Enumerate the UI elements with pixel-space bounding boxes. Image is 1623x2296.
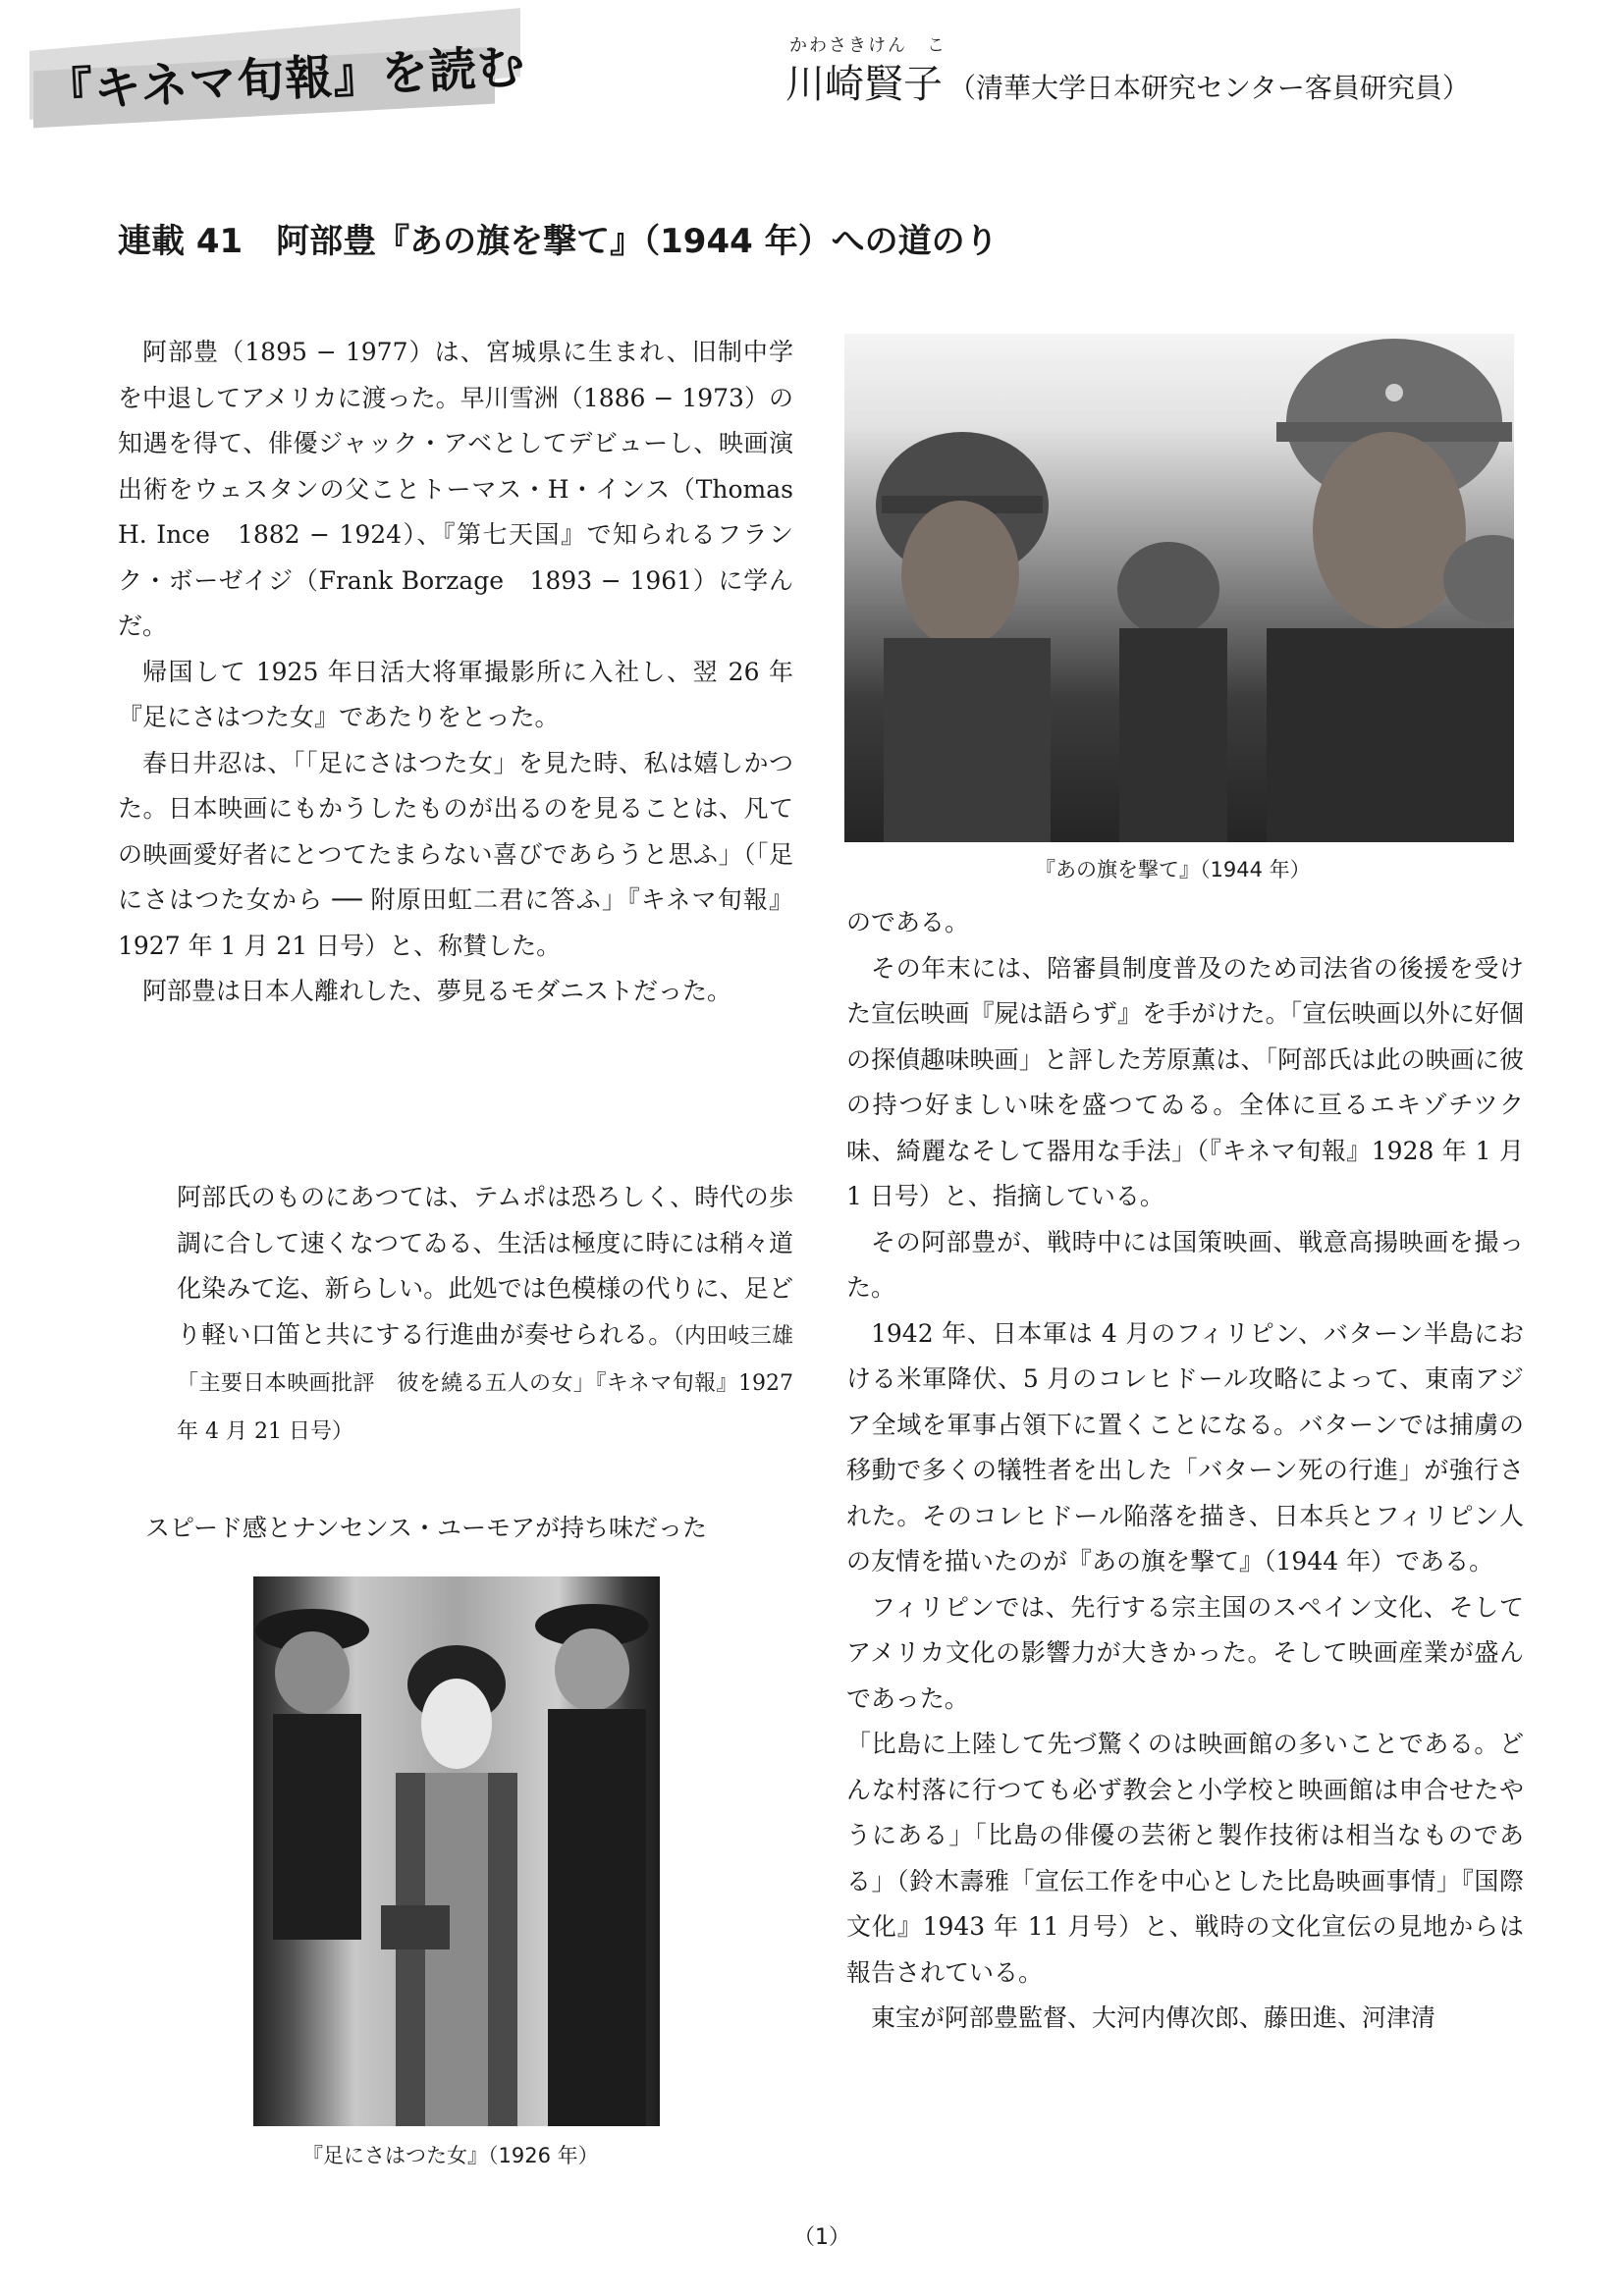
right-paragraph-3: その阿部豊が、戦時中には国策映画、戦意高揚映画を撮った。 [846, 1227, 1524, 1302]
author-block [785, 35, 1470, 109]
page-number: （1） [793, 2225, 850, 2250]
right-paragraph-5: フィリピンでは、先行する宗主国のスペイン文化、そしてアメリカ文化の影響力が大きかった。そして映画産業が盛んであった。 [846, 1592, 1524, 1713]
left-paragraph-3: 春日井忍は、「「足にさはつた女」を見た時、私は嬉しかつた。日本映画にもかうしたものが出るのを見ることは、凡ての映画愛好者にとつてたまらない喜びであらうと思ふ」（「足にさはつた女から ── 附原田虹二君に答ふ」『キネマ旬報』1927 年 1 月 21 日号）と、称賛した。 [118, 748, 793, 960]
left-paragraph-continued: スピード感とナンセンス・ユーモアが持ち味だった [145, 1514, 708, 1542]
right-paragraph-6: 「比島に上陸して先づ驚くのは映画館の多いことである。どんな村落に行つても必ず教会と小学校と映画館は申合せたやうにある」「比島の俳優の芸術と製作技術は相当なものである」（鈴木壽雅「宣伝工作を中心とした比島映画事情」『国際文化』1943 年 11 月号）と、戦時の文化宣伝の見地からは報告されている。 [846, 1730, 1524, 1987]
photo1-caption: 『あの旗を撃て』（1944 年） [1035, 858, 1311, 881]
left-paragraph-4: 阿部豊は日本人離れした、夢見るモダニストだった。 [142, 977, 732, 1005]
series-label: 『キネマ旬報』を読む [44, 39, 527, 120]
author-ruby: かわさきけん こ [789, 35, 947, 56]
right-column [846, 900, 1524, 2042]
quote-citation: （内田岐三雄「主要日本映画批評 彼を繞る五人の女」『キネマ旬報』1927 年 4 月 21 日号） [177, 1323, 793, 1444]
right-paragraph-1: のである。 [846, 908, 970, 936]
author-affiliation: （清華大学日本研究センター客員研究員） [948, 72, 1470, 104]
left-column [118, 330, 793, 1015]
article-title: 連載 41 阿部豊『あの旗を撃て』（1944 年）への道のり [118, 222, 999, 261]
photo2-caption: 『足にさはつた女』（1926 年） [302, 2144, 599, 2167]
film-still-ashi-ni-sawatta-onna [253, 1576, 660, 2126]
right-paragraph-7: 東宝が阿部豊監督、大河内傳次郎、藤田進、河津清 [871, 2003, 1436, 2032]
woman-and-men-photo-illustration [253, 1576, 660, 2126]
quote-text: 阿部氏のものにあつては、テムポは恐ろしく、時代の歩調に合して速くなつてゐる、生活は極度に時には稍々道化染みて迄、新らしい。此処では色模様の代りに、足どり軽い口笛と共にする行進曲が奏せられる。 [177, 1183, 793, 1349]
left-paragraph-1: 阿部豊（1895 − 1977）は、宮城県に生まれ、旧制中学を中退してアメリカに渡った。早川雪洲（1886 − 1973）の知遇を得て、俳優ジャック・アベとしてデビューし、映画演出術をウェスタンの父ことトーマス・H・インス（Thomas H. Ince 1882 − 1924）、『第七天国』で知られるフランク・ボーゼイジ（Frank Borzage 1893 − 1961）に学んだ。 [118, 338, 793, 640]
right-paragraph-2: その年末には、陪審員制度普及のため司法省の後援を受けた宣伝映画『屍は語らず』を手がけた。「宣伝映画以外に好個の探偵趣味映画」と評した芳原薫は、「阿部氏は此の映画に彼の持つ好ましい味を盛つてゐる。全体に亘るエキゾチツク味、綺麗なそして器用な手法」（『キネマ旬報』1928 年 1 月 1 日号）と、指摘している。 [846, 953, 1524, 1210]
soldiers-photo-illustration [844, 334, 1514, 842]
author-name: 川崎賢子 [785, 62, 943, 107]
right-paragraph-4: 1942 年、日本軍は 4 月のフィリピン、バターン半島における米軍降伏、5 月のコレヒドール攻略によって、東南アジア全域を軍事占領下に置くことになる。バターンでは捕虜の移動で多くの犠牲者を出した「バターン死の行進」が強行された。そのコレヒドール陥落を描き、日本兵とフィリピン人の友情を描いたのが『あの旗を撃て』（1944 年）である。 [846, 1318, 1524, 1575]
left-paragraph-2: 帰国して 1925 年日活大将軍撮影所に入社し、翌 26 年『足にさはつた女』であたりをとった。 [118, 657, 793, 731]
block-quote [177, 1175, 793, 1455]
series-banner [29, 24, 527, 120]
film-still-ano-hata-wo-ute [844, 334, 1514, 842]
